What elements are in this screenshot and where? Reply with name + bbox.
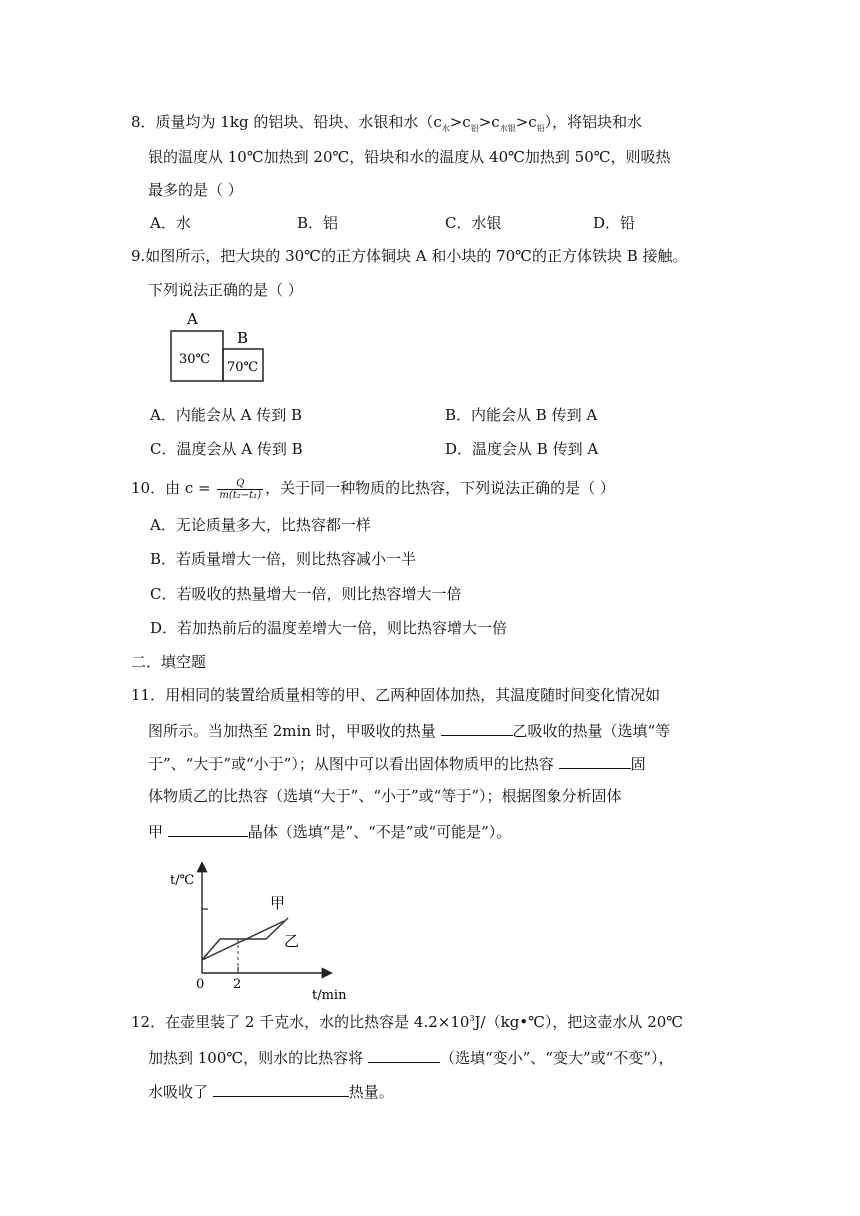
- q10-option-d: D．若加热前后的温度差增大一倍，则比热容增大一倍: [150, 619, 508, 637]
- q9-line1: 9.如图所示，把大块的 30℃的正方体铜块 A 和小块的 70℃的正方体铁块 B 接触。: [131, 247, 688, 265]
- q12-line1: 12．在壶里装了 2 千克水，水的比热容是 $4.2\times 10^3J/(kg•℃)$，把这壶水从 20℃: [131, 1013, 684, 1031]
- q8-option-b: B．铝: [297, 214, 339, 232]
- q8-line3: 最多的是（ ）: [148, 181, 243, 199]
- q9-option-b: B．内能会从 B 传到 A: [445, 406, 598, 424]
- block-b-label: B: [237, 329, 249, 347]
- q12-blank-1[interactable]: [368, 1046, 440, 1063]
- section-heading: 二．填空题: [131, 653, 207, 671]
- block-a-label: A: [187, 310, 198, 328]
- block-b-temp: 70℃: [227, 360, 259, 375]
- q8-option-a: A．水: [150, 214, 191, 232]
- q11-line1: 11．用相同的装置给质量相等的甲、乙两种固体加热，其温度随时间变化情况如: [131, 686, 661, 704]
- specific-heat-fraction: $\frac{Q}{\text{m(t₂−t₁)}}$: [219, 477, 262, 501]
- q12-blank-2[interactable]: [213, 1080, 349, 1097]
- q8-line2: 银的温度从 10℃加热到 20℃，铅块和水的温度从 40℃加热到 50℃，则吸热: [148, 148, 671, 166]
- curve-jia: [202, 921, 284, 960]
- x-tick-2: 2: [233, 977, 242, 992]
- q9-blocks-figure: [165, 305, 275, 385]
- q11-temperature-graph: [160, 856, 360, 1004]
- q11-blank-2[interactable]: [559, 752, 631, 769]
- q9-line2: 下列说法正确的是（ ）: [148, 281, 303, 299]
- q8-line1: 8．质量均为 1kg 的铝块、铅块、水银和水$(c_水>c_铝>c_{水银}>c_铅)$，将铝块和水: [131, 113, 643, 133]
- curve-yi-label: 乙: [284, 932, 300, 950]
- q11-line2: 图所示。当加热至 2min 时，甲吸收的热量 乙吸收的热量（选填“等: [148, 719, 670, 741]
- q12-line2: 加热到 100℃，则水的比热容将 （选填“变小”、“变大”或“不变”），: [148, 1046, 673, 1068]
- q8-option-d: D．铅: [593, 214, 636, 232]
- q12-line3: 水吸收了 热量。: [148, 1080, 394, 1102]
- q8-option-c: C．水银: [445, 214, 502, 232]
- q11-blank-1[interactable]: [441, 719, 513, 736]
- q11-line4: 体物质乙的比热容（选填“大于”、“小于”或“等于”）；根据图象分析固体: [148, 787, 622, 805]
- curve-jia-label: 甲: [270, 894, 286, 912]
- q10-option-c: C．若吸收的热量增大一倍，则比热容增大一倍: [150, 585, 462, 603]
- q9-option-c: C．温度会从 A 传到 B: [150, 440, 303, 458]
- y-axis-label: t/℃: [170, 873, 195, 888]
- q10-stem: 10．由 c = $\frac{Q}{\text{m(t₂−t₁)}}$ ，关于同一种物质的比热容，下列说法正确的是（ ）: [131, 477, 615, 501]
- q11-blank-3[interactable]: [168, 820, 248, 837]
- q11-line3: 于”、“大于”或“小于”）；从图中可以看出固体物质甲的比热容 固: [148, 752, 646, 774]
- block-a-temp: 30℃: [179, 352, 211, 367]
- q9-option-a: A．内能会从 A 传到 B: [150, 406, 302, 424]
- q9-option-d: D．温度会从 B 传到 A: [445, 440, 599, 458]
- q10-option-a: A．无论质量多大，比热容都一样: [150, 516, 371, 534]
- x-axis-label: t/min: [312, 988, 347, 1003]
- q10-option-b: B．若质量增大一倍，则比热容减小一半: [150, 550, 417, 568]
- q11-line5: 甲 晶体（选填“是”、“不是”或“可能是”）。: [148, 820, 511, 842]
- origin-label: 0: [196, 977, 205, 992]
